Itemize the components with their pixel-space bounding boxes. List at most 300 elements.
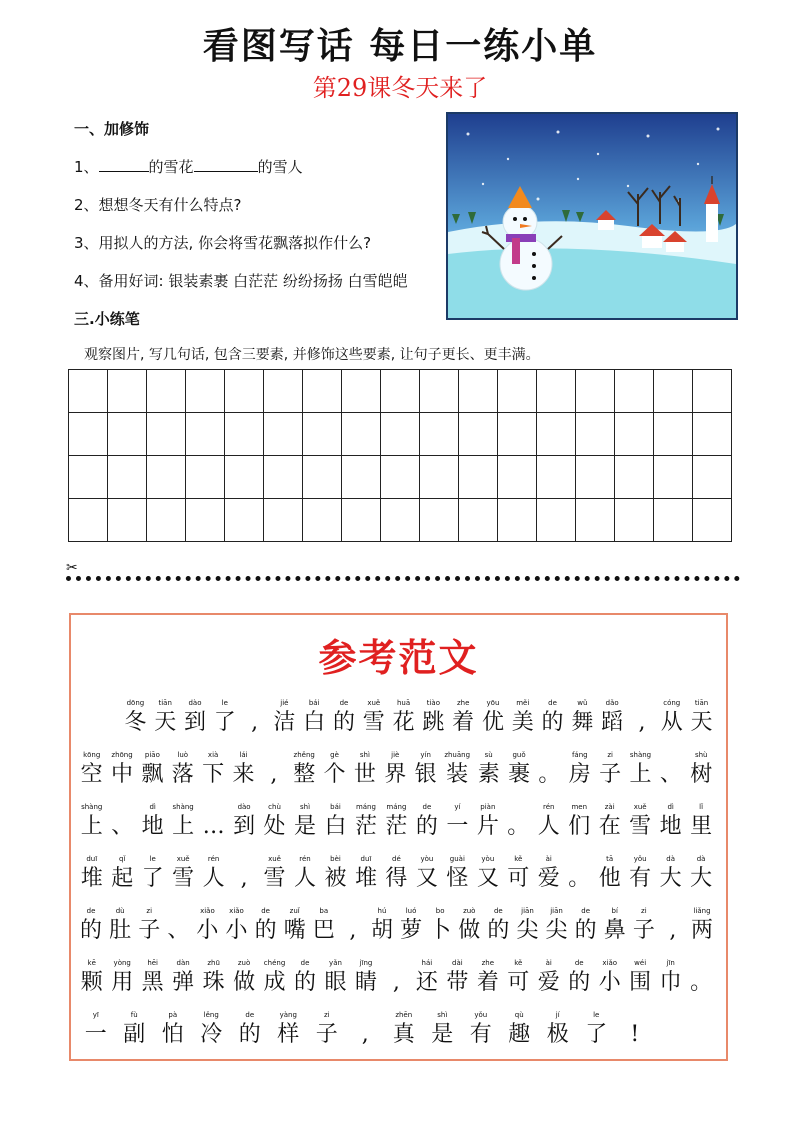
essay-char	[303, 698, 326, 738]
scissors-icon: ✂	[66, 560, 78, 576]
hanzi: 堆	[354, 866, 377, 891]
writing-grid-cell[interactable]	[576, 370, 615, 413]
writing-grid-cell[interactable]	[381, 370, 420, 413]
pinyin: duī	[360, 855, 372, 863]
writing-grid-cell[interactable]	[615, 370, 654, 413]
pinyin: dù	[115, 907, 125, 915]
hanzi: 又	[415, 866, 438, 891]
essay-char	[263, 802, 286, 842]
writing-grid-cell[interactable]	[420, 370, 459, 413]
writing-grid-cell[interactable]	[459, 456, 498, 499]
pinyin: bo	[435, 907, 445, 915]
hanzi: 的	[332, 710, 355, 735]
pinyin: xuě	[367, 699, 381, 707]
hanzi: 落	[171, 762, 194, 787]
pinyin: zi	[146, 907, 153, 915]
writing-grid-cell[interactable]	[615, 413, 654, 456]
writing-grid-cell[interactable]	[537, 499, 576, 542]
writing-grid-cell[interactable]	[186, 499, 225, 542]
essay-char	[263, 958, 286, 998]
hanzi: 上	[80, 814, 103, 839]
hanzi: 被	[324, 866, 347, 891]
pinyin: bèi	[330, 855, 341, 863]
hanzi: 茫	[354, 814, 377, 839]
pinyin: kē	[87, 959, 96, 967]
pinyin: de	[548, 699, 557, 707]
essay-char	[631, 698, 654, 738]
essay-char	[324, 854, 347, 894]
pinyin: jí	[555, 1011, 560, 1019]
hanzi: 了	[213, 710, 236, 735]
hanzi: 片	[476, 814, 499, 839]
writing-grid-cell[interactable]	[225, 370, 264, 413]
writing-grid-cell[interactable]	[186, 370, 225, 413]
essay-char	[350, 1010, 382, 1050]
essay-char	[293, 802, 316, 842]
hanzi: 人	[294, 866, 317, 891]
pinyin: cóng	[663, 699, 681, 707]
essay-char	[171, 750, 194, 790]
pinyin: dà	[666, 855, 675, 863]
writing-grid-cell[interactable]	[186, 413, 225, 456]
writing-grid-cell[interactable]	[303, 413, 342, 456]
hanzi: 成	[263, 970, 286, 995]
writing-grid-cell[interactable]	[147, 370, 186, 413]
essay-char	[110, 854, 133, 894]
pinyin: ài	[545, 959, 552, 967]
essay-char	[354, 854, 377, 894]
hanzi: 了	[585, 1022, 608, 1047]
essay-char	[171, 958, 194, 998]
essay-char	[628, 802, 651, 842]
writing-grid-cell[interactable]	[420, 456, 459, 499]
pinyin: zi	[641, 907, 647, 915]
essay-char	[628, 854, 651, 894]
pinyin: lǐ	[699, 803, 704, 811]
pinyin: gè	[330, 751, 339, 759]
hanzi: 做	[458, 918, 481, 943]
pinyin: luó	[405, 907, 417, 915]
essay-char	[659, 854, 682, 894]
hanzi: 世	[353, 762, 376, 787]
writing-grid-cell[interactable]	[108, 456, 147, 499]
pinyin: dōng	[126, 699, 145, 707]
writing-grid-cell[interactable]	[498, 413, 537, 456]
question-3: 3、用拟人的方法, 你会将雪花飘落拟作什么?	[74, 234, 372, 252]
hanzi: 的	[568, 970, 591, 995]
essay-char	[371, 906, 393, 946]
essay-char	[80, 750, 103, 790]
pinyin: zhū	[207, 959, 220, 967]
pinyin: shàng	[172, 803, 194, 811]
essay-char	[538, 750, 561, 790]
hanzi: 嘴	[283, 918, 306, 943]
hanzi: 地	[659, 814, 682, 839]
hanzi: 着	[452, 710, 475, 735]
hanzi: 的	[574, 918, 597, 943]
essay-char	[80, 906, 102, 946]
essay-char	[354, 802, 377, 842]
pinyin: bái	[330, 803, 341, 811]
hanzi: 可	[507, 866, 530, 891]
writing-grid-cell[interactable]	[69, 413, 108, 456]
essay-char	[507, 854, 530, 894]
essay-char	[476, 958, 499, 998]
pinyin: xuě	[633, 803, 647, 811]
essay-char	[537, 802, 560, 842]
hanzi: 优	[481, 710, 504, 735]
essay-char	[487, 906, 509, 946]
essay-char	[293, 958, 316, 998]
pinyin: fù	[130, 1011, 138, 1019]
pinyin: fáng	[571, 751, 588, 759]
essay-char	[422, 698, 445, 738]
writing-grid-cell[interactable]	[576, 499, 615, 542]
essay-char	[157, 1010, 189, 1050]
hanzi: !	[630, 1022, 640, 1047]
hanzi: 。	[507, 814, 530, 839]
writing-grid-cell[interactable]	[264, 370, 303, 413]
hanzi: ,	[669, 918, 677, 943]
essay-char	[119, 1010, 151, 1050]
writing-grid-cell[interactable]	[225, 413, 264, 456]
question-1	[74, 156, 303, 177]
writing-grid-cell[interactable]	[69, 370, 108, 413]
hanzi: 小	[225, 918, 248, 943]
pinyin: bái	[308, 699, 320, 707]
pinyin: yǒu	[633, 855, 647, 863]
essay-line	[80, 906, 720, 946]
essay-char	[507, 958, 530, 998]
pinyin: zuò	[463, 907, 476, 915]
essay-char	[110, 802, 133, 842]
essay-char	[80, 854, 103, 894]
pinyin: xià	[207, 751, 219, 759]
writing-grid-cell[interactable]	[225, 456, 264, 499]
essay-char	[80, 1010, 112, 1050]
pinyin: shàng	[629, 751, 652, 759]
hanzi: 。	[568, 866, 591, 891]
writing-grid-cell[interactable]	[576, 456, 615, 499]
writing-grid-cell[interactable]	[654, 456, 693, 499]
essay-char	[598, 750, 621, 790]
hanzi: 怕	[161, 1022, 184, 1047]
pinyin: shì	[359, 751, 370, 759]
hanzi: 树	[690, 762, 713, 787]
pinyin: dì	[149, 803, 156, 811]
essay-char	[476, 802, 499, 842]
essay-char	[141, 802, 164, 842]
essay-char	[415, 802, 438, 842]
writing-grid-cell[interactable]	[693, 456, 732, 499]
writing-grid-cell[interactable]	[615, 499, 654, 542]
pinyin: xiǎo	[200, 907, 215, 915]
essay-line	[80, 802, 720, 842]
writing-grid-cell[interactable]	[69, 499, 108, 542]
lesson-subtitle: 第29课冬天来了	[312, 74, 488, 102]
writing-grid-cell[interactable]	[381, 456, 420, 499]
writing-grid-cell[interactable]	[264, 413, 303, 456]
pinyin: zuò	[237, 959, 251, 967]
hanzi: 冬	[124, 710, 147, 735]
hanzi: ,	[638, 710, 646, 735]
writing-grid-cell[interactable]	[147, 413, 186, 456]
writing-grid-cell[interactable]	[108, 499, 147, 542]
pinyin: yí	[454, 803, 461, 811]
pinyin: xuě	[176, 855, 190, 863]
hanzi: 用	[111, 970, 134, 995]
pinyin: jiān	[550, 907, 563, 915]
section3-heading: 三.小练笔	[74, 310, 140, 328]
writing-grid-cell[interactable]	[342, 370, 381, 413]
pinyin: de	[574, 959, 584, 967]
writing-grid-cell[interactable]	[420, 413, 459, 456]
essay-char	[110, 750, 133, 790]
pinyin: chù	[268, 803, 281, 811]
writing-grid-cell[interactable]	[654, 370, 693, 413]
pinyin: piàn	[480, 803, 496, 811]
hanzi: 两	[691, 918, 714, 943]
hanzi: 卜	[429, 918, 452, 943]
essay-char	[109, 906, 131, 946]
essay-char	[225, 906, 247, 946]
pinyin: hēi	[147, 959, 159, 967]
hanzi: 可	[507, 970, 530, 995]
hanzi: 白	[324, 814, 347, 839]
essay-char	[263, 854, 286, 894]
hanzi: 舞	[571, 710, 594, 735]
essay-char	[690, 698, 713, 738]
hanzi: 雪	[629, 814, 652, 839]
writing-grid-cell[interactable]	[108, 370, 147, 413]
writing-grid-cell[interactable]	[420, 499, 459, 542]
hanzi: 大	[690, 866, 713, 891]
writing-grid-cell[interactable]	[693, 370, 732, 413]
pinyin: huā	[396, 699, 411, 707]
pinyin: lái	[239, 751, 248, 759]
essay-char	[511, 698, 534, 738]
essay-char	[427, 1010, 459, 1050]
pinyin: de	[245, 1011, 255, 1019]
essay-char	[446, 958, 469, 998]
hanzi: 个	[323, 762, 346, 787]
writing-instruction: 观察图片, 写几句话, 包含三要素, 并修饰这些要素, 让句子更长、更丰满。	[84, 347, 540, 363]
answer-blank-1[interactable]	[99, 157, 149, 172]
hanzi: ,	[392, 970, 400, 995]
pinyin: rén	[543, 803, 555, 811]
hanzi: 里	[690, 814, 713, 839]
pinyin: měi	[516, 699, 530, 707]
hanzi: 子	[632, 918, 655, 943]
writing-grid-cell[interactable]	[147, 456, 186, 499]
essay-char	[598, 854, 621, 894]
writing-grid-cell[interactable]	[498, 456, 537, 499]
pinyin: yín	[420, 751, 431, 759]
hanzi: 子	[599, 762, 622, 787]
essay-char	[598, 958, 621, 998]
hanzi: 素	[477, 762, 500, 787]
writing-grid-cell[interactable]	[576, 413, 615, 456]
answer-blank-2[interactable]	[194, 157, 258, 172]
writing-grid-cell[interactable]	[342, 456, 381, 499]
essay-line	[80, 750, 720, 790]
pinyin: duī	[86, 855, 98, 863]
pinyin: zi	[607, 751, 613, 759]
writing-grid-cell[interactable]	[303, 456, 342, 499]
pinyin: lěng	[203, 1011, 219, 1019]
writing-grid-cell[interactable]	[498, 499, 537, 542]
pinyin: zài	[604, 803, 615, 811]
essay-char	[311, 1010, 343, 1050]
essay-line	[80, 1010, 720, 1050]
hanzi: 雪	[263, 866, 286, 891]
writing-grid-cell[interactable]	[693, 413, 732, 456]
essay-char	[691, 906, 713, 946]
essay-char	[324, 958, 347, 998]
essay-char	[465, 1010, 497, 1050]
essay-char	[689, 958, 712, 998]
hanzi: 、	[111, 814, 134, 839]
essay-char	[689, 802, 712, 842]
pinyin: de	[493, 907, 503, 915]
hanzi: 上	[629, 762, 652, 787]
hanzi: 鼻	[603, 918, 626, 943]
essay-char	[537, 958, 560, 998]
pinyin: dì	[667, 803, 674, 811]
writing-grid-cell[interactable]	[264, 499, 303, 542]
writing-grid-cell[interactable]	[225, 499, 264, 542]
hanzi: 还	[415, 970, 438, 995]
essay-char	[167, 906, 189, 946]
essay-char	[660, 698, 683, 738]
winter-scene-svg	[448, 114, 736, 318]
pinyin: kě	[514, 959, 523, 967]
pinyin: dà	[696, 855, 706, 863]
writing-grid-cell[interactable]	[381, 413, 420, 456]
pinyin: shàng	[81, 803, 103, 811]
hanzi: 颗	[80, 970, 103, 995]
question-1-mid: 的雪花	[148, 158, 194, 176]
pinyin: men	[571, 803, 588, 811]
hanzi: 下	[202, 762, 225, 787]
essay-char	[628, 958, 651, 998]
writing-grid-cell[interactable]	[381, 499, 420, 542]
writing-grid-cell[interactable]	[615, 456, 654, 499]
pinyin: piāo	[144, 751, 160, 759]
pinyin: tiào	[426, 699, 440, 707]
hanzi: 大	[659, 866, 682, 891]
essay-char	[385, 854, 408, 894]
writing-grid-cell[interactable]	[303, 499, 342, 542]
hanzi: 中	[111, 762, 134, 787]
writing-grid-cell[interactable]	[342, 499, 381, 542]
hanzi: 、	[167, 918, 190, 943]
pinyin: xuě	[268, 855, 281, 863]
essay-char	[452, 698, 475, 738]
essay-char	[141, 854, 164, 894]
essay-char	[243, 698, 266, 738]
pinyin: yàng	[279, 1011, 297, 1019]
writing-grid-cell[interactable]	[654, 413, 693, 456]
hanzi: 围	[629, 970, 652, 995]
hanzi: 裹	[508, 762, 531, 787]
essay-char	[446, 802, 469, 842]
pinyin: de	[261, 907, 270, 915]
hanzi: 装	[446, 762, 469, 787]
writing-grid-cell[interactable]	[498, 370, 537, 413]
writing-grid-cell[interactable]	[147, 499, 186, 542]
hanzi: 。	[690, 970, 713, 995]
writing-grid-cell[interactable]	[537, 456, 576, 499]
essay-char	[604, 906, 626, 946]
writing-grid-cell[interactable]	[693, 499, 732, 542]
pinyin: wéi	[634, 959, 647, 967]
essay-char	[415, 854, 438, 894]
writing-grid-cell[interactable]	[108, 413, 147, 456]
essay-char	[568, 750, 591, 790]
hanzi: 睛	[354, 970, 377, 995]
hanzi: …	[202, 814, 225, 839]
pinyin: máng	[386, 803, 407, 811]
pinyin: jiè	[391, 751, 400, 759]
hanzi: 人	[537, 814, 560, 839]
essay-char	[571, 698, 594, 738]
page-title: 看图写话 每日一练小单	[202, 25, 598, 67]
hanzi: 白	[303, 710, 326, 735]
essay-char	[234, 1010, 266, 1050]
writing-grid-cell[interactable]	[264, 456, 303, 499]
hanzi: 茫	[385, 814, 408, 839]
pinyin: de	[422, 803, 432, 811]
writing-grid-cell[interactable]	[303, 370, 342, 413]
essay-char	[232, 802, 255, 842]
writing-grid-cell[interactable]	[186, 456, 225, 499]
pinyin: le	[593, 1011, 600, 1019]
writing-grid-cell[interactable]	[342, 413, 381, 456]
hanzi: 蹈	[601, 710, 624, 735]
hanzi: 在	[598, 814, 621, 839]
writing-grid-cell[interactable]	[459, 499, 498, 542]
essay-char	[659, 750, 682, 790]
writing-grid-cell[interactable]	[459, 370, 498, 413]
hanzi: 到	[233, 814, 256, 839]
essay-line	[80, 958, 720, 998]
pinyin: kě	[514, 855, 523, 863]
writing-grid-cell[interactable]	[537, 413, 576, 456]
essay-char	[80, 802, 103, 842]
writing-grid-cell[interactable]	[459, 413, 498, 456]
writing-grid-cell[interactable]	[654, 499, 693, 542]
hanzi: 地	[141, 814, 164, 839]
pinyin: de	[339, 699, 349, 707]
essay-char	[213, 698, 236, 738]
writing-grid-cell[interactable]	[537, 370, 576, 413]
writing-grid[interactable]	[68, 369, 732, 542]
hanzi: 真	[392, 1022, 415, 1047]
pinyin: dé	[392, 855, 401, 863]
hanzi: 爱	[537, 970, 560, 995]
pinyin: ài	[545, 855, 552, 863]
hanzi: ,	[240, 866, 248, 891]
hanzi: 他	[598, 866, 621, 891]
pinyin: le	[149, 855, 156, 863]
pinyin: dào	[237, 803, 251, 811]
essay-char	[477, 750, 500, 790]
essay-char	[232, 958, 255, 998]
writing-grid-cell[interactable]	[69, 456, 108, 499]
essay-char	[171, 854, 194, 894]
essay-char	[504, 1010, 536, 1050]
